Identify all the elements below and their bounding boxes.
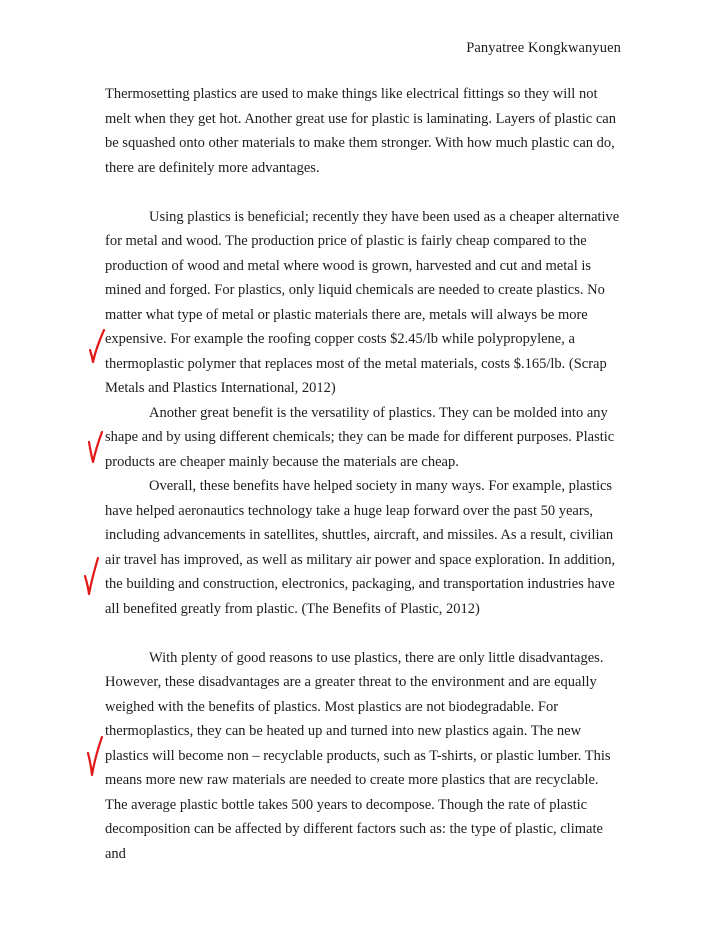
red-checkmark-icon: [78, 725, 108, 785]
paragraph-disadvantages: With plenty of good reasons to use plastics, there are only little disadvantages. However, these disadvantages are a greater threat to the environment and are equally weighed with the benefits of plastics. Most plastics are not biodegradable. For thermoplastics, they can be heated up and turned into new plastics again. The new plastics will become non – recyclable products, such as T-shirts, or plastic lumber. This means more new raw materials are needed to create more plastics that are recyclable. The average plastic bottle takes 500 years to decompose. Though the rate of plastic decomposition can be affected by different factors such as: the type of plastic, climate and: [105, 649, 611, 862]
red-checkmark-icon: [76, 548, 106, 608]
paragraph-society-benefits: Overall, these benefits have helped society in many ways. For example, plastics have helped aeronautics technology take a huge leap forward over the past 50 years, including advancements in satellites, shuttles, aircraft, and missiles. As a result, civilian air travel has improved, as well as military air power and space exploration. In addition, the building and construction, electronics, packaging, and transportation industries have all benefited greatly from plastic. (The Benefits of Plastic, 2012): [105, 478, 616, 617]
paragraph-thermosetting: Thermosetting plastics are used to make things like electrical fittings so they will not melt when they get hot. Another great use for plastic is laminating. Layers of plastic can be squashed onto other materials to make them stronger. With how much plastic can do, there are definitely more advantages.: [105, 86, 616, 176]
red-checkmark-icon: [82, 318, 112, 378]
paragraph-versatility: Another great benefit is the versatility of plastics. They can be molded into any shape and by using different chemicals; they can be made for different purposes. Plastic products are cheaper mainly because the materials are cheap.: [105, 404, 615, 470]
author-header: Panyatree Kongkwanyuen: [466, 40, 621, 56]
red-checkmark-icon: [80, 418, 110, 478]
paragraph-cost-benefit: Using plastics is beneficial; recently they have been used as a cheaper alternative for metal and wood. The production price of plastic is fairly cheap compared to the production of wood and metal where wood is grown, harvested and cut and metal is mined and forged. For plastics, only liquid chemicals are needed to create plastics. No matter what type of metal or plastic materials there are, metals will always be more expensive. For example the roofing copper costs $2.45/lb while polypropylene, a thermoplastic polymer that replaces most of the metal materials, costs $.165/lb. (Scrap Metals and Plastics International, 2012): [105, 208, 620, 396]
essay-body: [105, 82, 620, 866]
